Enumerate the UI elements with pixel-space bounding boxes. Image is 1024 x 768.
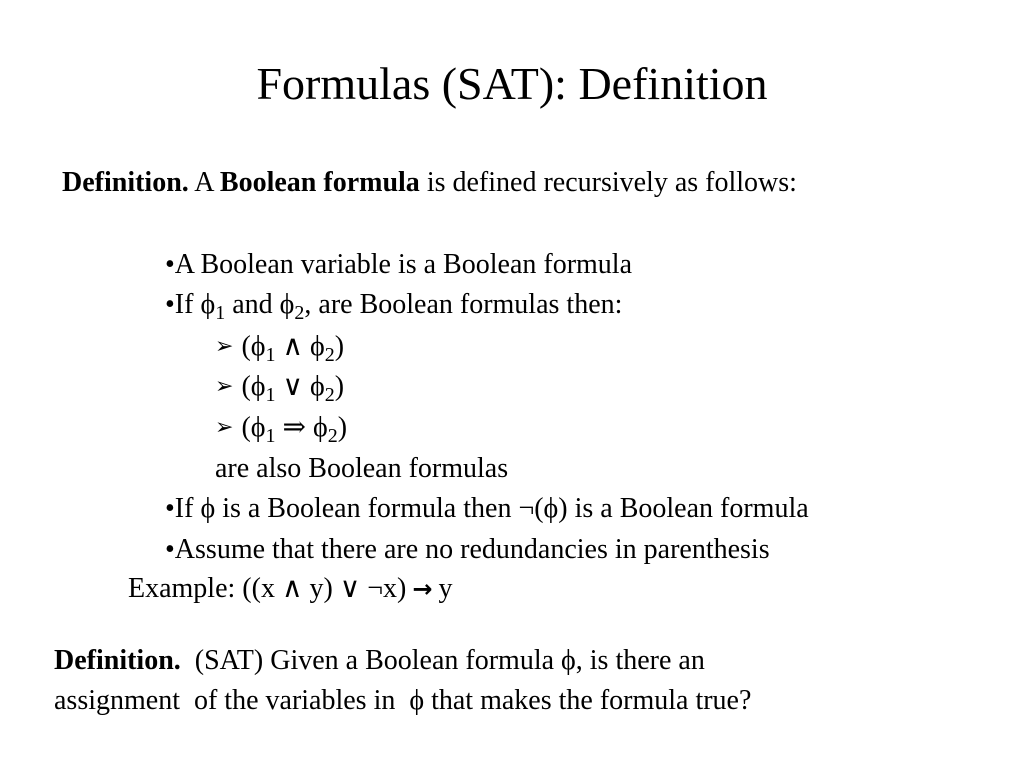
implies-operator: ⇒ [275,412,313,443]
definition-label: Definition. [62,167,189,198]
also-boolean-formulas: are also Boolean formulas [215,453,509,484]
bullet-variable: •A Boolean variable is a Boolean formula [165,249,633,280]
example-line [128,572,452,606]
example-result: y [438,573,453,604]
definition-text-a: A [188,167,220,198]
definition-2-line-2: assignment of the variables in ϕ that makes the formula true? [54,685,752,716]
phi-symbol: ϕ [279,289,295,320]
definition-1 [62,166,797,200]
phi-symbol: ϕ [200,289,216,320]
subscript-1: 1 [215,302,226,324]
definition-label: Definition. [54,645,181,676]
bullet-parenthesis: •Assume that there are no redundancies in parenthesis [165,534,770,565]
definition-text-b: is defined recursively as follows: [419,167,797,198]
arrowhead-bullet-icon: ➢ [215,374,234,399]
or-operator: ∨ [275,371,311,402]
definition-2-text: (SAT) Given a Boolean formula ϕ, is there an [180,645,705,676]
bullet-if-mid: and [225,289,280,320]
arrowhead-bullet-icon: ➢ [215,334,234,359]
sub-item-implies: ➢ ($\phi_1$ ⇒ $\phi_2$) [215,412,348,447]
bullet-if-prefix: •If [165,289,201,320]
arrowhead-bullet-icon: ➢ [215,415,234,440]
slide-title: Formulas (SAT): Definition [256,58,768,109]
sub-item-or: ➢ ($\phi_1$ ∨ $\phi_2$) [215,371,345,406]
and-operator: ∧ [275,331,311,362]
definition-2-line-1 [54,644,705,678]
subscript-2: 2 [294,302,305,324]
example-text: Example: ((x ∧ y) ∨ ¬x) [128,573,407,604]
bullet-negation: •If ϕ is a Boolean formula then ¬(ϕ) is a Boolean formula [165,493,809,524]
bullet-if-suffix: , are Boolean formulas then: [304,289,623,320]
right-arrow-icon: → [412,575,433,603]
sub-item-and: ➢ ($\phi_1$ ∧ $\phi_2$) [215,331,345,366]
bullet-if-phi [165,288,622,322]
definition-term: Boolean formula [219,167,420,198]
